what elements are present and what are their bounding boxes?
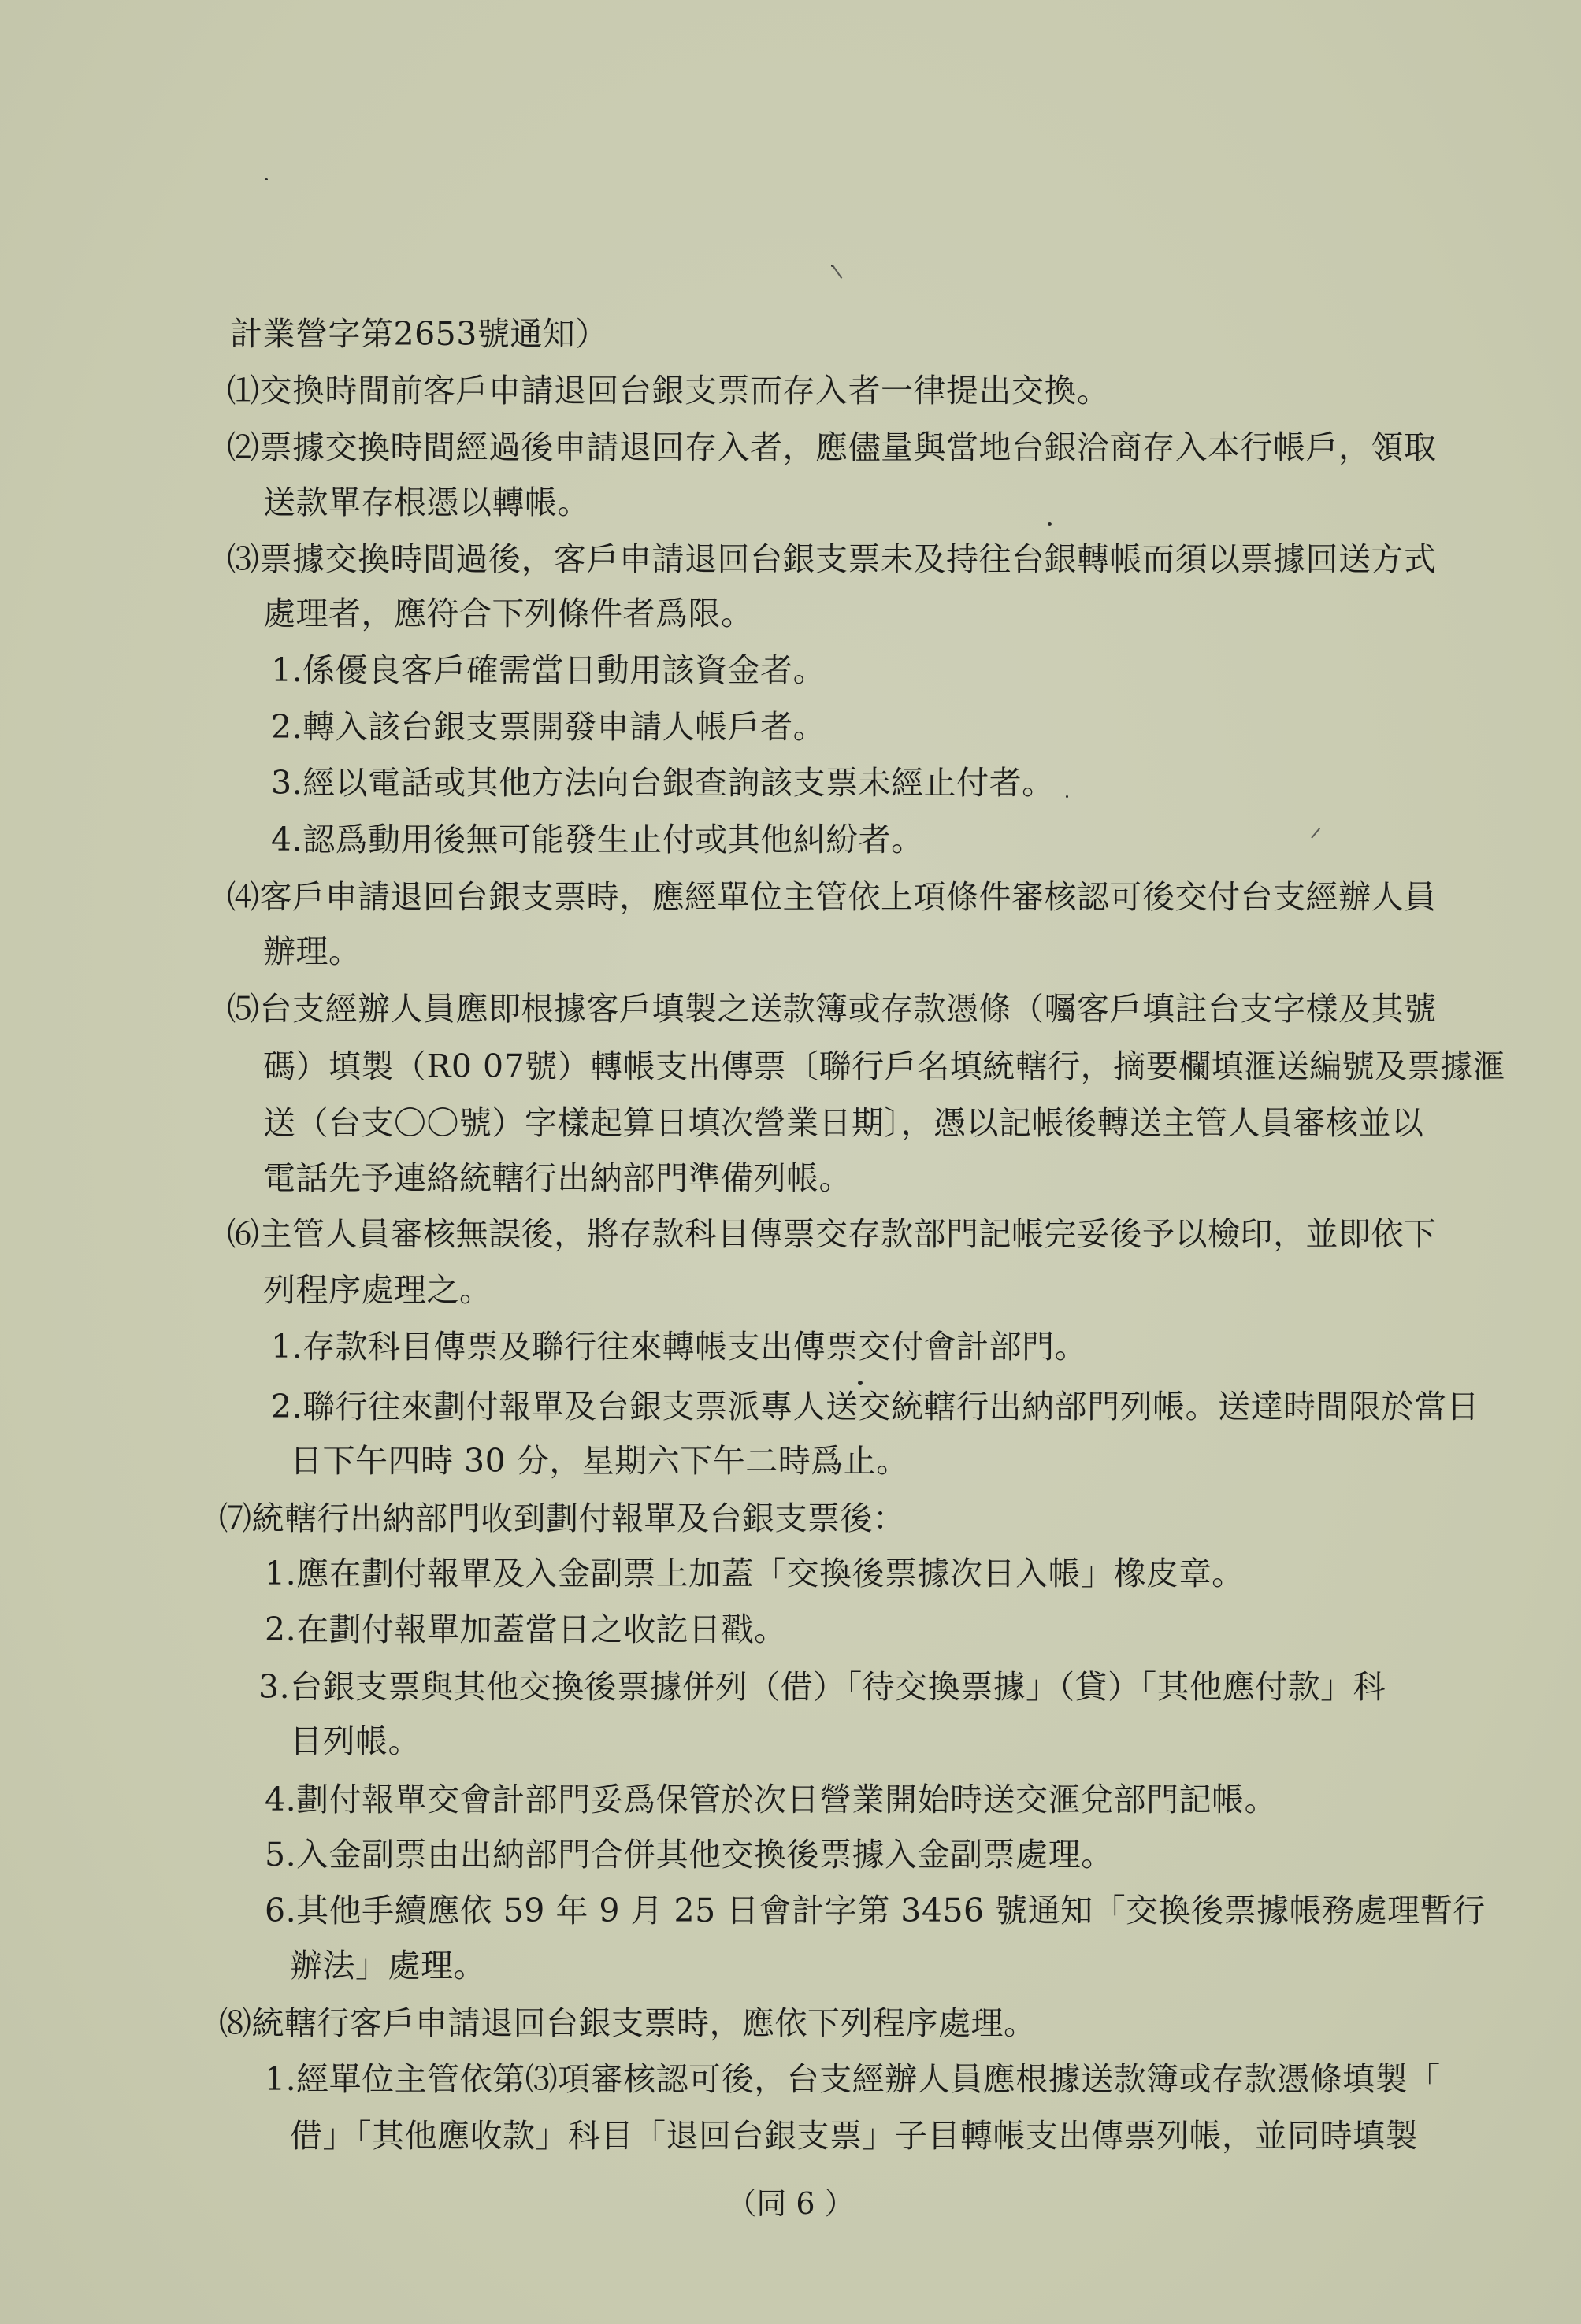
text-line: 列程序處理之。 [263, 1271, 492, 1309]
text-line: 借」「其他應收款」科目「退回台銀支票」子目轉帳支出傳票列帳，並同時填製 [290, 2117, 1418, 2155]
text-line: ⑺統轄行出納部門收到劃付報單及台銀支票後： [219, 1499, 906, 1537]
paper-scratch [832, 265, 842, 279]
text-line: 2.聯行往來劃付報單及台銀支票派專人送交統轄行出納部門列帳。送達時間限於當日 [271, 1388, 1480, 1425]
text-line: ⑷客戶申請退回台銀支票時，應經單位主管依上項條件審核認可後交付台支經辦人員 [227, 878, 1437, 916]
ink-speck [858, 1381, 863, 1385]
page-number: （同 6 ） [726, 2186, 855, 2221]
text-line: 1.應在劃付報單及入金副票上加蓋「交換後票據次日入帳」橡皮章。 [265, 1555, 1245, 1592]
text-line: 3.台銀支票與其他交換後票據併列（借）「待交換票據」（貸）「其他應付款」科 [258, 1668, 1386, 1706]
text-line: 5.入金副票由出納部門合併其他交換後票據入金副票處理。 [265, 1836, 1114, 1874]
text-line: 辦法」處理。 [290, 1947, 486, 1985]
paper-scratch [1311, 828, 1320, 839]
text-line: 1.係優良客戶確需當日動用該資金者。 [271, 651, 826, 689]
text-line: 1.經單位主管依第⑶項審核認可後，台支經辦人員應根據送款簿或存款憑條填製「 [265, 2060, 1441, 2098]
text-line: 電話先予連絡統轄行出納部門準備列帳。 [263, 1159, 852, 1197]
text-line: 目列帳。 [290, 1722, 421, 1760]
text-line: 2.在劃付報單加蓋當日之收訖日戳。 [265, 1610, 787, 1648]
text-line: 送（台支〇〇號）字樣起算日填次營業日期〕，憑以記帳後轉送主管人員審核並以 [263, 1104, 1424, 1142]
text-line: ⑻統轄行客戶申請退回台銀支票時，應依下列程序處理。 [219, 2004, 1037, 2042]
text-line: 日下午四時 30 分，星期六下午二時爲止。 [290, 1442, 909, 1480]
text-line: 辦理。 [263, 932, 362, 970]
text-line: 碼）填製（R0 07號）轉帳支出傳票〔聯行戶名填統轄行，摘要欄填滙送編號及票據滙 [263, 1047, 1506, 1085]
text-line: 1.存款科目傳票及聯行往來轉帳支出傳票交付會計部門。 [271, 1328, 1088, 1366]
text-line: ⑵票據交換時間經過後申請退回存入者，應儘量與當地台銀洽商存入本行帳戶，領取 [227, 428, 1437, 466]
text-line: 處理者，應符合下列條件者爲限。 [263, 595, 754, 632]
text-line: ⑶票據交換時間過後，客戶申請退回台銀支票未及持往台銀轉帳而須以票據回送方式 [227, 540, 1437, 578]
text-line: 4.劃付報單交會計部門妥爲保管於次日營業開始時送交滙兌部門記帳。 [265, 1781, 1278, 1818]
text-line: 3.經以電話或其他方法向台銀查詢該支票未經止付者。 [271, 764, 1055, 802]
ink-speck [1048, 522, 1052, 526]
text-line: 4.認爲動用後無可能發生止付或其他糾紛者。 [271, 821, 924, 858]
text-line: 6.其他手續應依 59 年 9 月 25 日會計字第 3456 號通知「交換後票據帳務處理暫行 [265, 1892, 1486, 1929]
text-line: ⑸台支經辦人員應即根據客戶填製之送款簿或存款憑條（囑客戶填註台支字樣及其號 [227, 990, 1437, 1028]
ink-speck [1066, 795, 1068, 798]
text-line: 計業營字第2653號通知） [230, 315, 608, 353]
text-line: ⑹主管人員審核無誤後，將存款科目傳票交存款部門記帳完妥後予以檢印，並即依下 [227, 1215, 1437, 1253]
text-line: ⑴交換時間前客戶申請退回台銀支票而存入者一律提出交換。 [227, 372, 1110, 410]
text-line: 2.轉入該台銀支票開發申請人帳戶者。 [271, 708, 826, 746]
ink-speck [265, 178, 268, 180]
text-line: 送款單存根憑以轉帳。 [263, 484, 590, 521]
